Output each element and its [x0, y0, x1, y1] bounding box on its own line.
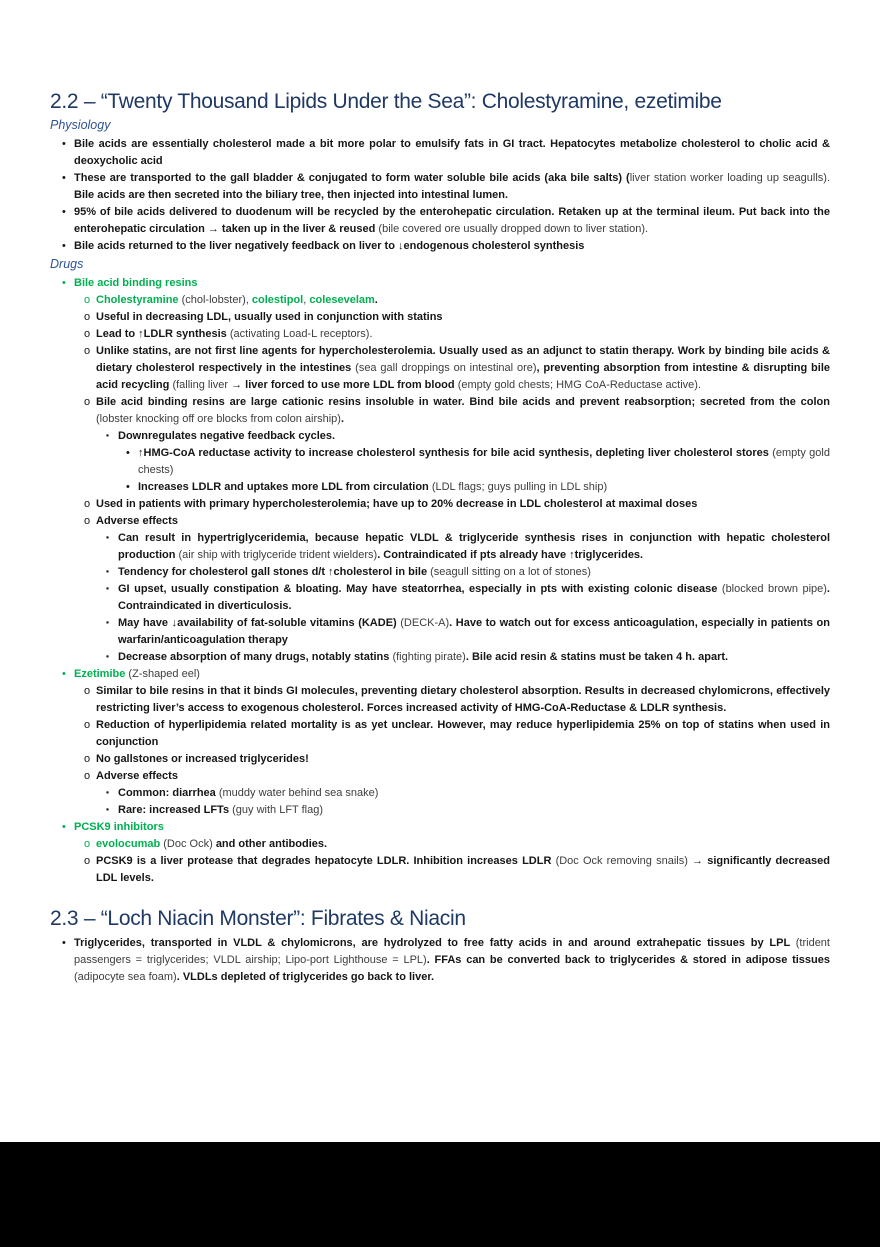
note-text: Can result in hypertriglyceridemia, because hepatic VLDL & triglyceride synthesis rises in conjunction with hepatic cholesterol production: [118, 532, 830, 561]
list-item: [84, 853, 830, 887]
bullet-icon: ▪: [106, 583, 110, 593]
list-item-text: [118, 649, 830, 666]
list-item: [62, 275, 830, 292]
list-item-text: [118, 615, 830, 649]
list-item-text: [96, 768, 830, 785]
bullet-icon: o: [84, 685, 91, 697]
list-item: [84, 836, 830, 853]
bullet-icon: •: [62, 240, 66, 252]
drug-name: Ezetimibe: [74, 668, 129, 680]
mnemonic-text: (muddy water behind sea snake): [218, 787, 379, 799]
page-footer-bar: [0, 1142, 880, 1247]
list-item-text: [96, 683, 830, 717]
list-item-text: [96, 394, 830, 428]
bullet-icon: o: [84, 855, 91, 867]
note-text: → liver forced to use more LDL from blood: [231, 379, 458, 391]
note-text: Bile acids are essentially cholesterol made a bit more polar to emulsify fats in GI tract. Hepatocytes metabolize cholesterol to cholic acid & deoxycholic acid: [74, 138, 830, 167]
list-item-text: [96, 326, 830, 343]
note-text: Reduction of hyperlipidemia related mortality is as yet unclear. However, may reduce hyperlipidemia 25% on top of statins when used in conjunction: [96, 719, 830, 748]
list-item-text: [96, 717, 830, 751]
bullet-icon: ▪: [106, 532, 110, 542]
note-text: . Have to watch out for excess anticoagulation, especially in patients on warfarin/anticoagulation therapy: [118, 617, 831, 646]
list-item-text: [74, 204, 830, 238]
mnemonic-text: (lobster knocking off ore blocks from colon airship): [96, 413, 341, 425]
bullet-icon: o: [84, 838, 91, 850]
note-text: . VLDLs depleted of triglycerides go back to liver.: [176, 971, 435, 983]
list-item: [106, 428, 830, 445]
list-item: [126, 479, 830, 496]
note-text: 95% of bile acids delivered to duodenum will be recycled by the enterohepatic circulation. Retaken up at the terminal ileum. Put back into the enterohepatic circulation → taken up in the liver & reused: [74, 206, 830, 235]
list-item-text: [96, 836, 830, 853]
list-item: [84, 751, 830, 768]
bullet-icon: o: [84, 719, 91, 731]
list-item: [84, 683, 830, 717]
note-text: GI upset, usually constipation & bloating. May have steatorrhea, especially in pts with existing colonic disease: [118, 583, 722, 595]
mnemonic-text: (activating Load-L receptors).: [229, 328, 373, 340]
bullet-icon: ▪: [106, 651, 110, 661]
list-item: [84, 394, 830, 428]
section-heading: 2.2 – “Twenty Thousand Lipids Under the Sea”: Cholestyramine, ezetimibe: [50, 90, 722, 113]
subsection-heading: Drugs: [50, 257, 84, 271]
note-text: Tendency for cholesterol gall stones d/t ↑cholesterol in bile: [118, 566, 431, 578]
note-text: Useful in decreasing LDL, usually used in conjunction with statins: [96, 311, 443, 323]
list-item: [84, 513, 830, 530]
note-text: Bile acids are then secreted into the biliary tree, then injected into intestinal lumen.: [74, 189, 508, 201]
mnemonic-text: (Doc Ock): [163, 838, 216, 850]
mnemonic-text: (falling liver: [172, 379, 232, 391]
list-item: [106, 615, 830, 649]
bullet-icon: o: [84, 770, 91, 782]
bullet-icon: •: [62, 138, 66, 150]
list-item-text: [74, 136, 830, 170]
note-text: ↑HMG-CoA reductase activity to increase cholesterol synthesis for bile acid synthesis, depleting liver cholesterol stores: [138, 447, 773, 459]
mnemonic-text: (Doc Ock removing snails): [555, 855, 693, 867]
mnemonic-text: (LDL flags; guys pulling in LDL ship): [431, 481, 608, 493]
list-item: [62, 666, 830, 683]
bullet-icon: o: [84, 294, 91, 306]
mnemonic-text: (guy with LFT flag): [232, 804, 324, 816]
list-item-text: [74, 819, 830, 836]
bullet-icon: o: [84, 753, 91, 765]
bullet-icon: o: [84, 311, 91, 323]
note-text: Unlike statins, are not first line agents for hypercholesterolemia. Usually used as an adjunct to statin therapy. Work by binding bile acids & dietary cholesterol respectively in the intestines: [96, 345, 830, 374]
list-item: [84, 309, 830, 326]
bullet-icon: ▪: [106, 430, 110, 440]
note-text: No gallstones or increased triglycerides!: [96, 753, 309, 765]
note-text: Adverse effects: [96, 770, 178, 782]
bullet-icon: •: [126, 481, 130, 493]
note-text: , preventing absorption from intestine & disrupting bile acid recycling: [96, 362, 830, 391]
note-text: .: [340, 413, 345, 425]
list-item-text: [96, 309, 830, 326]
drug-name: colestipol: [251, 294, 304, 306]
list-item: [106, 530, 830, 564]
drug-name: colesevelam: [309, 294, 375, 306]
list-item: [84, 717, 830, 751]
bullet-icon: •: [62, 206, 66, 218]
mnemonic-text: liver station worker loading up seagulls).: [629, 172, 831, 184]
note-text: Common: diarrhea: [118, 787, 219, 799]
document-page: [50, 0, 830, 986]
mnemonic-text: (chol-lobster),: [181, 294, 252, 306]
note-text: Triglycerides, transported in VLDL & chylomicrons, are hydrolyzed to free fatty acids in and around extrahepatic tissues by LPL: [74, 937, 796, 949]
bullet-icon: ▪: [106, 566, 110, 576]
mnemonic-text: (Z-shaped eel): [128, 668, 200, 680]
bullet-icon: o: [84, 345, 91, 357]
list-item-text: [96, 343, 830, 394]
note-text: . Contraindicated in diverticulosis.: [118, 583, 830, 612]
list-item-text: [118, 428, 830, 445]
mnemonic-text: (blocked brown pipe): [721, 583, 827, 595]
note-text: Similar to bile resins in that it binds GI molecules, preventing dietary cholesterol absorption. Results in decreased chylomicrons, effectively restricting liver’s access to exogenous cholesterol. Forces increased activity of HMG-CoA-Reductase & LDLR synthesis.: [96, 685, 830, 714]
drug-name: Cholestyramine: [96, 294, 182, 306]
mnemonic-text: (trident passengers = triglycerides; VLDL airship; Lipo-port Lighthouse = LPL): [74, 937, 830, 966]
note-text: . Bile acid resin & statins must be taken 4 h. apart.: [465, 651, 729, 663]
list-item-text: [74, 170, 830, 204]
bullet-icon: •: [62, 668, 66, 680]
list-item-text: [96, 496, 830, 513]
list-item-text: [96, 513, 830, 530]
bullet-icon: •: [62, 172, 66, 184]
mnemonic-text: (adipocyte sea foam): [74, 971, 177, 983]
mnemonic-text: (empty gold chests; HMG CoA-Reductase active).: [457, 379, 701, 391]
note-text: PCSK9 is a liver protease that degrades hepatocyte LDLR. Inhibition increases LDLR: [96, 855, 556, 867]
note-text: Adverse effects: [96, 515, 178, 527]
mnemonic-text: ,: [303, 294, 310, 306]
note-text: Bile acids returned to the liver negatively feedback on liver to ↓endogenous cholesterol synthesis: [74, 240, 585, 252]
list-item-text: [118, 564, 830, 581]
list-item: [126, 445, 830, 479]
note-text: . FFAs can be converted back to triglycerides & stored in adipose tissues: [426, 954, 830, 966]
note-text: and other antibodies.: [215, 838, 328, 850]
note-text: → significantly decreased LDL levels.: [96, 855, 830, 884]
list-item-text: [118, 802, 830, 819]
note-text: Decrease absorption of many drugs, notably statins: [118, 651, 393, 663]
list-item: [62, 238, 830, 255]
list-item-text: [74, 666, 830, 683]
list-item: [62, 935, 830, 986]
list-item: [106, 649, 830, 666]
mnemonic-text: (seagull sitting on a lot of stones): [430, 566, 591, 578]
note-text: Increases LDLR and uptakes more LDL from circulation: [138, 481, 432, 493]
section-heading: 2.3 – “Loch Niacin Monster”: Fibrates & Niacin: [50, 907, 466, 930]
bullet-icon: •: [62, 821, 66, 833]
mnemonic-text: (air ship with triglyceride trident wielders): [178, 549, 378, 561]
bullet-icon: o: [84, 498, 91, 510]
list-item: [62, 204, 830, 238]
bullet-icon: ▪: [106, 617, 110, 627]
list-item-text: [74, 238, 830, 255]
drug-name: Bile acid binding resins: [74, 277, 198, 289]
list-item-text: [118, 581, 830, 615]
note-text: Rare: increased LFTs: [118, 804, 233, 816]
note-text: . Contraindicated if pts already have ↑triglycerides.: [377, 549, 644, 561]
list-item: [84, 496, 830, 513]
list-item-text: [118, 530, 830, 564]
note-text: These are transported to the gall bladder & conjugated to form water soluble bile acids (aka bile salts) (: [74, 172, 630, 184]
drug-name: PCSK9 inhibitors: [74, 821, 164, 833]
mnemonic-text: (sea gall droppings on intestinal ore): [355, 362, 537, 374]
bullet-icon: •: [62, 937, 66, 949]
list-item-text: [74, 275, 830, 292]
note-text: Downregulates negative feedback cycles.: [118, 430, 336, 442]
subsection-heading: Physiology: [50, 118, 111, 132]
list-item-text: [118, 785, 830, 802]
list-item: [106, 581, 830, 615]
bullet-icon: ▪: [106, 787, 110, 797]
list-item-text: [96, 751, 830, 768]
list-item: [84, 768, 830, 785]
list-item: [106, 785, 830, 802]
bullet-icon: ▪: [106, 804, 110, 814]
mnemonic-text: (DECK-A): [400, 617, 450, 629]
note-text: Lead to ↑LDLR synthesis: [96, 328, 230, 340]
list-item: [62, 170, 830, 204]
note-text: Bile acid binding resins are large cationic resins insoluble in water. Bind bile acids and prevent reabsorption; secreted from the colon: [96, 396, 830, 408]
list-item-text: [96, 292, 830, 309]
bullet-icon: •: [126, 447, 130, 459]
list-item-text: [138, 445, 830, 479]
drug-name: evolocumab: [96, 838, 164, 850]
list-item: [62, 819, 830, 836]
list-item-text: [96, 853, 830, 887]
mnemonic-text: (bile covered ore usually dropped down to liver station).: [378, 223, 649, 235]
list-item: [106, 802, 830, 819]
mnemonic-text: (empty gold chests): [138, 447, 830, 476]
note-text: Used in patients with primary hypercholesterolemia; have up to 20% decrease in LDL cholesterol at maximal doses: [96, 498, 698, 510]
note-text: May have ↓availability of fat-soluble vitamins (KADE): [118, 617, 401, 629]
note-text: .: [374, 294, 378, 306]
mnemonic-text: (fighting pirate): [392, 651, 466, 663]
list-item-text: [74, 935, 830, 986]
list-item-text: [138, 479, 830, 496]
list-item: [106, 564, 830, 581]
list-item: [62, 136, 830, 170]
list-item: [84, 326, 830, 343]
list-item: [84, 292, 830, 309]
bullet-icon: o: [84, 515, 91, 527]
bullet-icon: o: [84, 396, 91, 408]
list-item: [84, 343, 830, 394]
bullet-icon: o: [84, 328, 91, 340]
bullet-icon: •: [62, 277, 66, 289]
